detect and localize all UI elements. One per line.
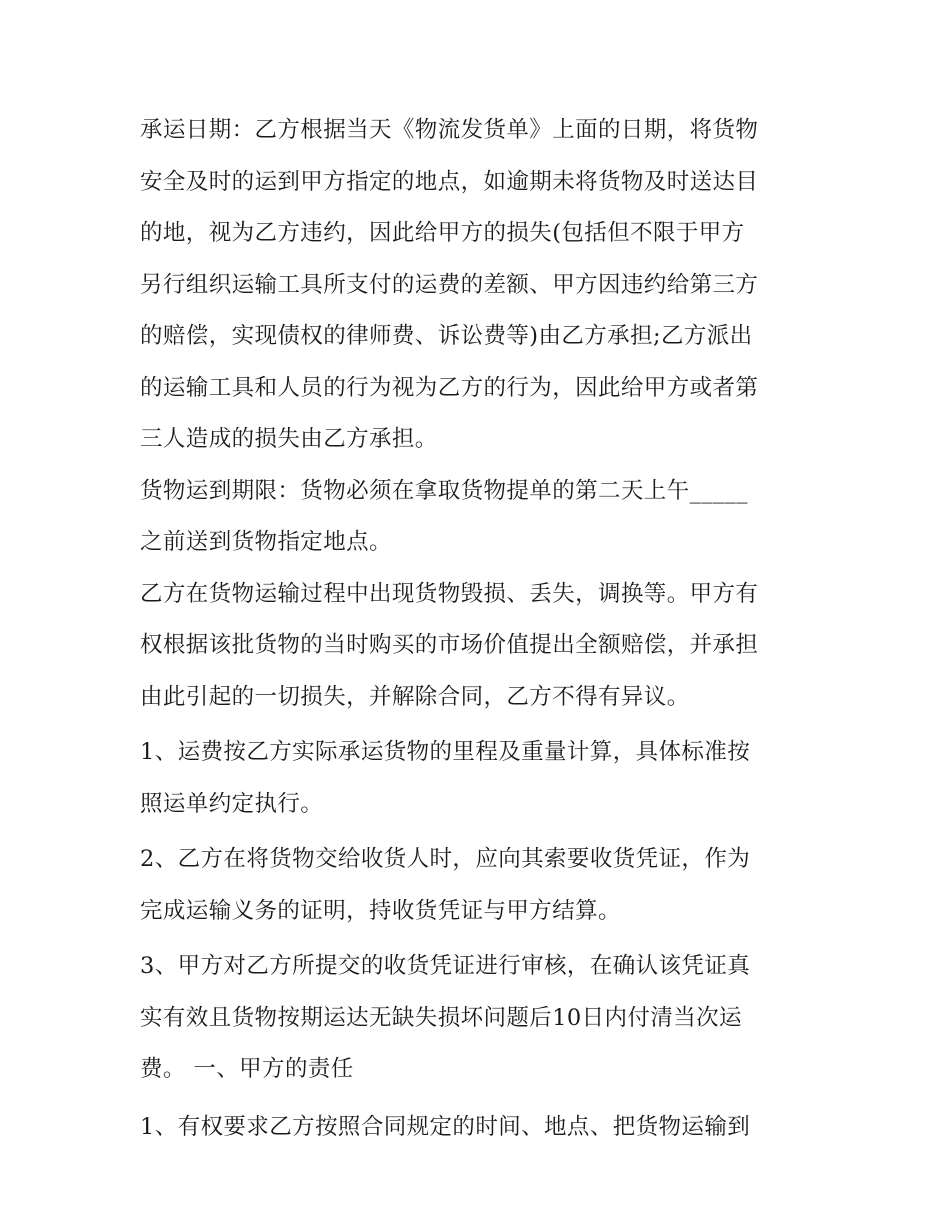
text-line: 另行组织运输工具所支付的运费的差额、甲方因违约给第三方 [140,271,759,298]
text-line: 承运日期：乙方根据当天《物流发货单》上面的日期，将货物 [140,117,759,143]
text-line: 费。 一、甲方的责任 [140,1056,354,1082]
paragraph-delivery-deadline [140,466,820,569]
text-line: 3、甲方对乙方所提交的收货凭证进行审核，在确认该凭证真 [140,953,751,979]
text-line: 乙方在货物运输过程中出现货物毁损、丢失，调换等。甲方有 [140,580,759,607]
text-line: 货物运到期限：货物必须在拿取货物提单的第二天上午_____ [140,477,748,504]
text-line: 2、乙方在将货物交给收货人时，应向其索要收货凭证，作为 [140,846,751,872]
text-line: 照运单约定执行。 [140,790,324,817]
text-line: 安全及时的运到甲方指定的地点，如逾期未将货物及时送达目 [140,168,759,195]
text-line: 的地，视为乙方违约，因此给甲方的损失(包括但不限于甲方 [140,220,745,246]
text-line: 权根据该批货物的当时购买的市场价值提出全额赔偿，并承担 [140,632,759,658]
text-line: 的运输工具和人员的行为视为乙方的行为，因此给甲方或者第 [140,374,759,401]
text-line: 1、运费按乙方实际承运货物的里程及重量计算，具体标准按 [140,739,751,765]
paragraph-party-a-clause-1 [140,1102,820,1154]
text-line: 实有效且货物按期运达无缺失损坏问题后10日内付清当次运 [140,1004,742,1031]
paragraph-clause-3-payment [140,941,820,1096]
paragraph-clause-1-freight [140,727,820,830]
text-line: 三人造成的损失由乙方承担。 [140,426,438,452]
paragraph-carriage-date [140,105,820,466]
paragraph-damage-liability [140,569,820,724]
paragraph-clause-2-receipt [140,834,820,937]
text-line: 之前送到货物指定地点。 [140,529,392,555]
text-line: 1、有权要求乙方按照合同规定的时间、地点、把货物运输到 [140,1113,751,1140]
text-line: 由此引起的一切损失，并解除合同，乙方不得有异议。 [140,683,690,710]
text-line: 的赔偿，实现债权的律师费、诉讼费等)由乙方承担;乙方派出 [140,323,753,349]
text-line: 完成运输义务的证明，持收货凭证与甲方结算。 [140,897,621,924]
document-body [140,105,820,1153]
